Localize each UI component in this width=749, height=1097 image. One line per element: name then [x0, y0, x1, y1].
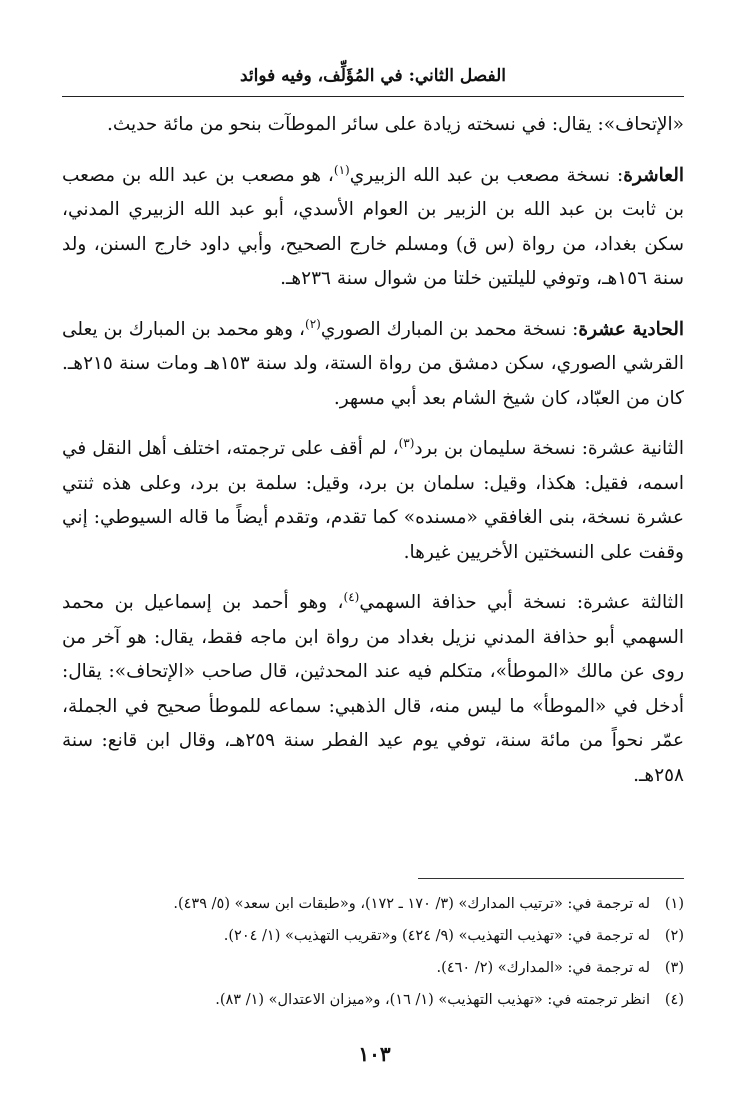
footnote	[62, 952, 684, 984]
footnote-number: (٤)	[664, 992, 684, 1008]
footnote-number: (٢)	[664, 928, 684, 944]
footnote-text: انظر ترجمته في: «تهذيب التهذيب» (١/ ١٦)، و«ميزان الاعتدال» (١/ ٨٣).	[215, 992, 650, 1008]
footnote-text: له ترجمة في: «تهذيب التهذيب» (٩/ ٤٢٤) و«تقريب التهذيب» (١/ ٢٠٤).	[223, 928, 650, 944]
paragraph-text: الثالثة عشرة: نسخة أبي حذافة السهمي	[359, 592, 684, 613]
paragraph-tail: ، لم أقف على ترجمته، اختلف أهل النقل في اسمه، فقيل: هكذا، وقيل: سلمان بن برد، وقيل: سلمة بن برد، وعلى هذه ثنتي عشرة نسخة، بنى الغافقي «مسنده» كما تقدم، وتقدم أيضاً ما قاله السيوطي: إني وقفت على النسختين الأخريين غيرها.	[62, 438, 684, 563]
paragraph-continuation	[62, 108, 684, 143]
paragraph-lead: الحادية عشرة	[578, 318, 684, 340]
header-divider	[62, 96, 684, 97]
paragraph-eleventh-copy	[62, 313, 684, 417]
running-header: الفصل الثاني: في المُؤَلِّف، وفيه فوائد	[239, 66, 507, 86]
footnote-text: له ترجمة في: «المدارك» (٢/ ٤٦٠).	[436, 960, 650, 976]
paragraph-lead: العاشرة	[623, 164, 684, 186]
footnote-text: له ترجمة في: «ترتيب المدارك» (٣/ ١٧٠ ـ ١٧٢)، و«طبقات ابن سعد» (٥/ ٤٣٩).	[173, 896, 650, 912]
footnote-number: (١)	[664, 896, 684, 912]
footnote-number: (٣)	[664, 960, 684, 976]
footnote	[62, 920, 684, 952]
footnote-reference: (١)	[333, 162, 350, 177]
paragraph-twelfth-copy	[62, 432, 684, 570]
paragraph-text: «الإتحاف»: يقال: في نسخته زيادة على سائر الموطآت بنحو من مائة حديث.	[106, 114, 684, 135]
footnotes	[62, 888, 684, 1016]
footnote	[62, 984, 684, 1016]
paragraph-tail: ، وهو أحمد بن إسماعيل بن محمد السهمي أبو حذافة المدني نزيل بغداد من رواة ابن ماجه فقط، يقال: هو آخر من روى عن مالك «الموطأ»، متكلم فيه عند المحدثين، قال صاحب «الإتحاف»: يقال: أدخل في «الموطأ» ما ليس منه، قال الذهبي: سماعه للموطأ صحيح في الجملة، عمّر نحواً من مائة سنة، توفي يوم عيد الفطر سنة ٢٥٩هـ، وقال ابن قانع: سنة ٢٥٨هـ.	[62, 592, 684, 786]
footnote-divider	[418, 878, 684, 879]
paragraph-tail: ، وهو محمد بن المبارك بن يعلى القرشي الصوري، سكن دمشق من رواة الستة، ولد سنة ١٥٣هـ ومات سنة ٢١٥هـ. كان من العبّاد، كان شيخ الشام بعد أبي مسهر.	[62, 318, 685, 409]
page-number: ١٠٣	[358, 1042, 391, 1066]
paragraph-text: الثانية عشرة: نسخة سليمان بن برد	[414, 438, 684, 459]
main-text	[62, 108, 684, 809]
paragraph-tail: ، هو مصعب بن عبد الله بن مصعب بن ثابت بن عبد الله بن الزبير بن العوام الأسدي، أبو عبد الله الزبيري المدني، سكن بغداد، من رواة (س ق) ومسلم خارج الصحيح، وأبي داود خارج السنن، ولد سنة ١٥٦هـ، وتوفي لليلتين خلتا من شوال سنة ٢٣٦هـ.	[62, 164, 684, 289]
footnote	[62, 888, 684, 920]
paragraph-text: : نسخة محمد بن المبارك الصوري	[320, 318, 579, 340]
footnote-reference: (٤)	[343, 589, 360, 604]
paragraph-tenth-copy	[62, 159, 684, 297]
paragraph-thirteenth-copy	[62, 586, 684, 793]
footnote-reference: (٣)	[398, 435, 415, 450]
footnote-reference: (٢)	[305, 316, 321, 331]
paragraph-text: : نسخة مصعب بن عبد الله الزبيري	[349, 164, 624, 186]
